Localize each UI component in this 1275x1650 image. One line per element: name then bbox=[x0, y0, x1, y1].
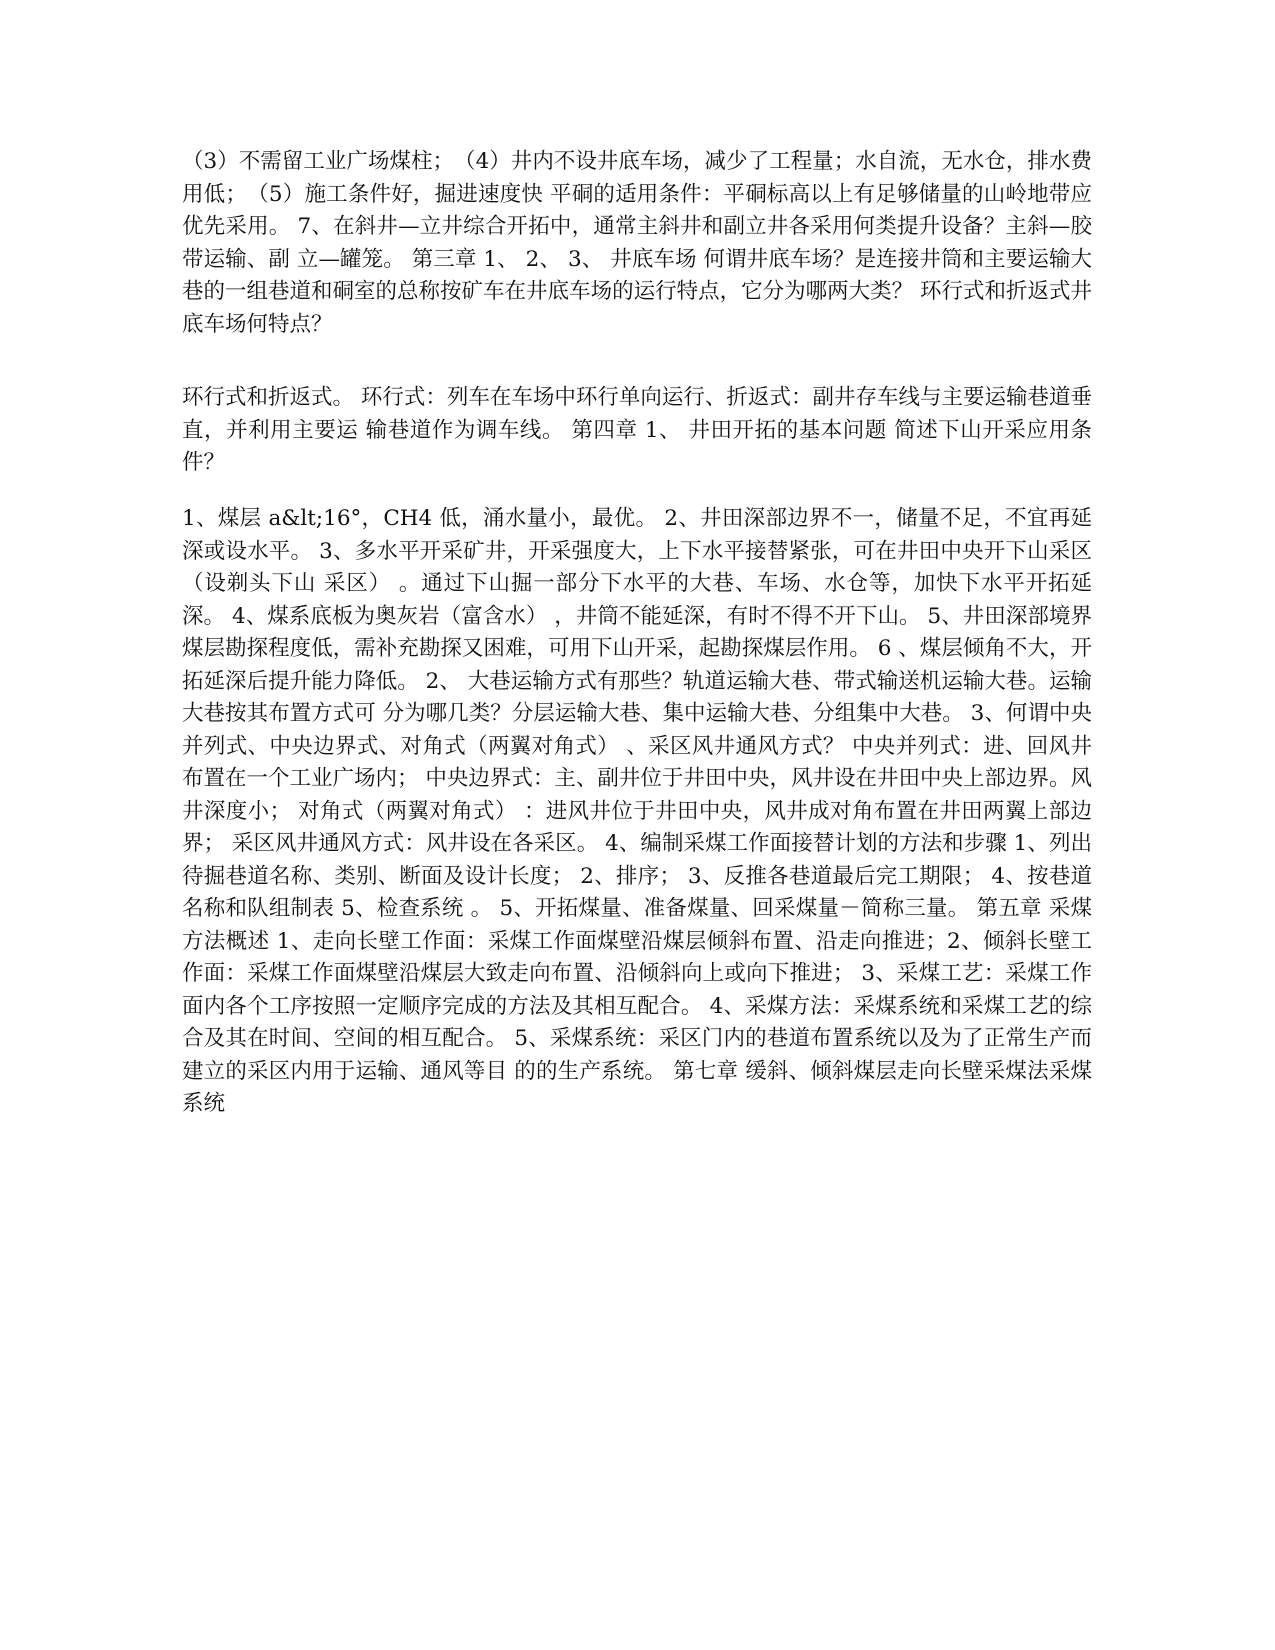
paragraph-shaft-development: （3）不需留工业广场煤柱； （4）井内不设井底车场，减少了工程量；水自流，无水仓，排水费用低； （5）施工条件好，掘进速度快 平硐的适用条件：平硐标高以上有足够储量的山岭地带应优先采用。 7、在斜井—立井综合开拓中，通常主斜井和副立井各采用何类提升设备？主斜—胶带运输、副 立—罐笼。 第三章 1、 2、 3、 井底车场 何谓井底车场？是连接井筒和主要运输大巷的一组巷道和硐室的总称按矿车在井底车场的运行特点，它分为哪两大类？ 环行式和折返式井底车场何特点？ bbox=[182, 149, 1092, 337]
paragraph-shaft-bottom-types: 环行式和折返式。 环行式：列车在车场中环行单向运行、折返式：副井存车线与主要运输巷道垂直，并利用主要运 输巷道作为调车线。 第四章 1、 井田开拓的基本问题 简述下山开采应用条件？ bbox=[182, 385, 1092, 475]
paragraph-mining-methods: 1、煤层 a&lt;16°，CH4 低，涌水量小，最优。 2、井田深部边界不一，储量不足，不宜再延深或设水平。 3、多水平开采矿井，开采强度大，上下水平接替紧张，可在井田中央开下山采区（设剃头下山 采区） 。通过下山掘一部分下水平的大巷、车场、水仓等，加快下水平开拓延深。 4、煤系底板为奥灰岩（富含水） ，井筒不能延深，有时不得不开下山。 5、井田深部境界煤层勘探程度低，需补充勘探又困难，可用下山开采，起勘探煤层作用。 6 、煤层倾角不大，开拓延深后提升能力降低。 2、 大巷运输方式有那些？轨道运输大巷、带式输送机运输大巷。运输大巷按其布置方式可 分为哪几类？分层运输大巷、集中运输大巷、分组集中大巷。 3、何谓中央并列式、中央边界式、对角式（两翼对角式） 、采区风井通风方式？ 中央并列式：进、回风井布置在一个工业广场内； 中央边界式：主、副井位于井田中央，风井设在井田中央上部边界。风井深度小； 对角式（两翼对角式） ：进风井位于井田中央，风井成对角布置在井田两翼上部边界； 采区风井通风方式：风井设在各采区。 4、编制采煤工作面接替计划的方法和步骤 1、列出待掘巷道名称、类别、断面及设计长度； 2、排序； 3、反推各巷道最后完工期限； 4、按巷道名称和队组制表 5、检查系统 。 5、开拓煤量、准备煤量、回采煤量－简称三量。 第五章 采煤方法概述 1、走向长壁工作面：采煤工作面煤壁沿煤层倾斜布置、沿走向推进；2、倾斜长壁工作面：采煤工作面煤壁沿煤层大致走向布置、沿倾斜向上或向下推进； 3、采煤工艺：采煤工作面内各个工序按照一定顺序完成的方法及其相互配合。 4、采煤方法：采煤系统和采煤工艺的综合及其在时间、空间的相互配合。 5、采煤系统：采区门内的巷道布置系统以及为了正常生产而建立的采区内用于运输、通风等目 的的生产系统。 第七章 缓斜、倾斜煤层走向长壁采煤法采煤系统 bbox=[182, 506, 1092, 1116]
